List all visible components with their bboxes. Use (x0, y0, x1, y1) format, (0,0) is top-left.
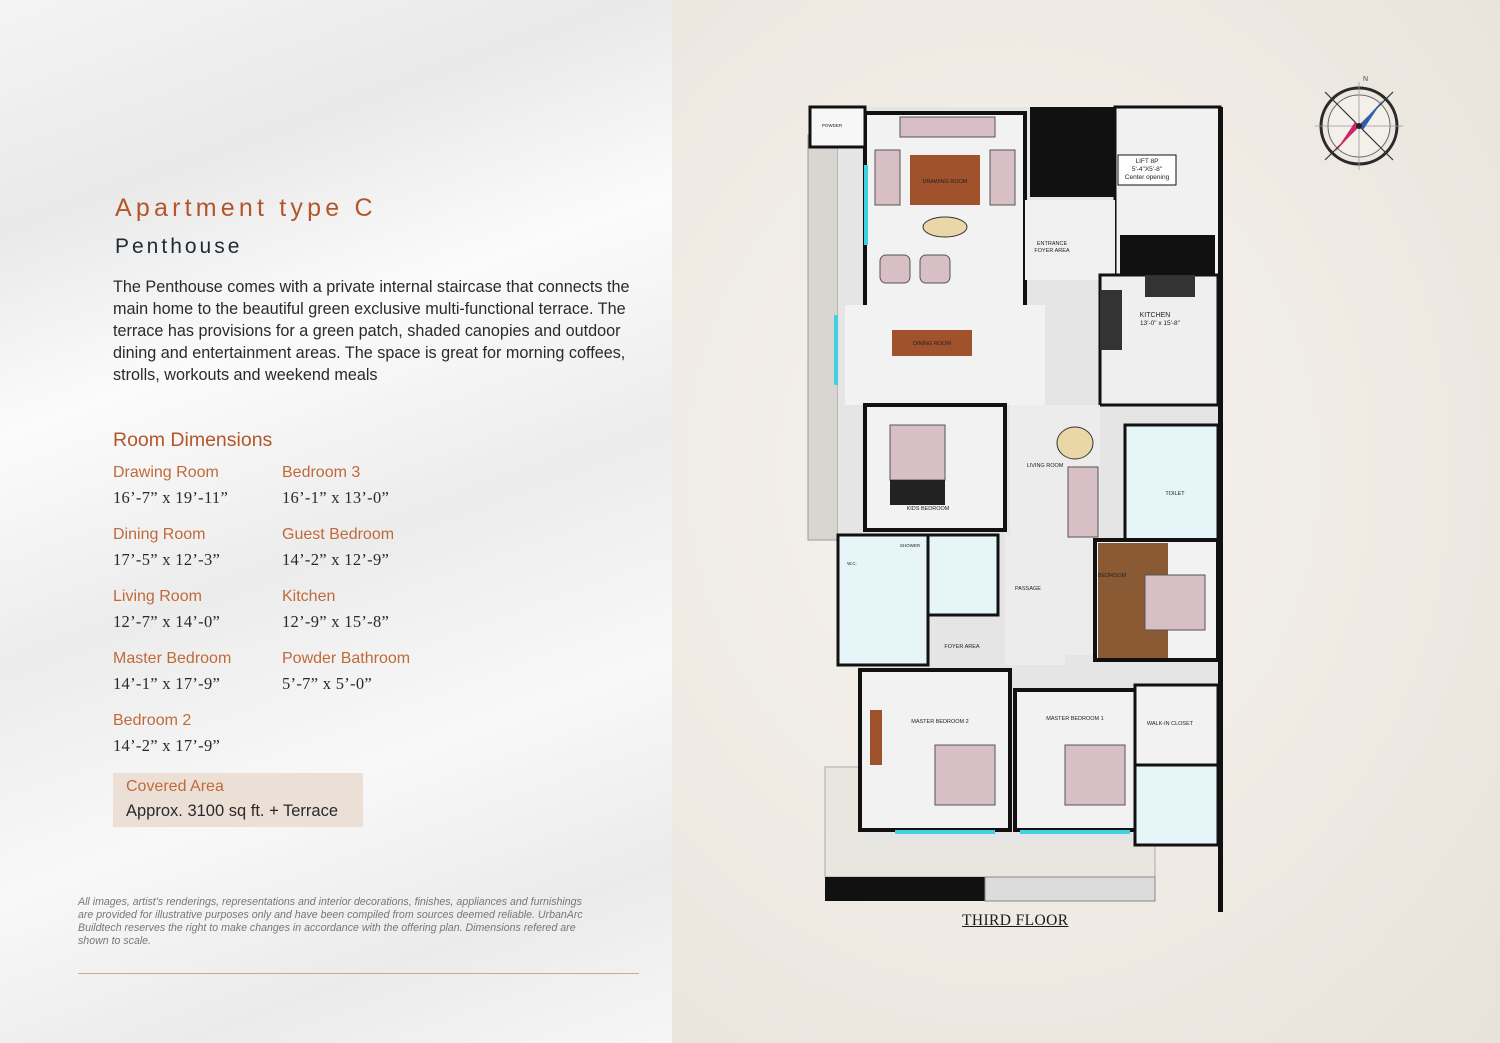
room-size: 5’-7” x 5’-0” (282, 674, 373, 693)
room-name: Living Room (113, 588, 202, 605)
room-dimensions-heading: Room Dimensions (113, 429, 273, 451)
room-size: 14’-2” x 17’-9” (113, 736, 221, 755)
plan-label-wc: W.C. (847, 561, 857, 566)
covered-area-box (113, 773, 363, 827)
bed (935, 745, 995, 805)
plan-label-kitchen: KITCHEN (1139, 312, 1171, 319)
bed (890, 425, 945, 480)
plan-label-master-bedroom-1: MASTER BEDROOM 1 (1046, 716, 1104, 722)
plan-label-passage: PASSAGE (1015, 586, 1041, 592)
divider (78, 973, 639, 974)
plan-label-foyer: FOYER AREA (1034, 248, 1070, 254)
toilet (1125, 425, 1218, 540)
room-size: 14’-2” x 12’-9” (282, 550, 390, 569)
stairs (1120, 235, 1215, 275)
coffee-table (923, 217, 967, 237)
plan-label-walk-in-closet: WALK-IN CLOSET (1146, 721, 1194, 727)
plan-label-foyer-2: FOYER AREA (944, 644, 980, 650)
lounge-chair (1057, 427, 1093, 459)
room-name: Dining Room (113, 526, 206, 543)
foyer (1025, 200, 1115, 280)
plan-label-lift: LIFT 8P (1135, 158, 1159, 165)
compass-rose-icon (1305, 72, 1413, 180)
toilet (838, 535, 928, 665)
floor-label: THIRD FLOOR (962, 912, 1069, 929)
sofa (900, 117, 995, 137)
sofa (875, 150, 900, 205)
room-size: 12’-7” x 14’-0” (113, 612, 221, 631)
terrace-wall (825, 877, 985, 901)
passage (1005, 535, 1065, 665)
floor-plan (800, 95, 1230, 915)
wardrobe (870, 710, 882, 765)
room-name: Drawing Room (113, 464, 219, 481)
bed (1145, 575, 1205, 630)
page-title: Apartment type C (115, 194, 377, 222)
description-paragraph: The Penthouse comes with a private internal staircase that connects the main home to the beautiful green exclusive multi-functional terrace. The terrace has provisions for a green patch, shaded canopies and outdoor dining and entertainment areas. The space is great for morning coffees, strolls, workouts and weekend meals (113, 278, 630, 384)
page-subtitle: Penthouse (115, 235, 243, 258)
disclaimer-text: All images, artist’s renderings, representations and interior decorations, finishes, appliances and furnishings are provided for illustrative purposes only and have been compiled from sources deemed reliable. UrbanArc Buildtech reserves the right to make changes in accordance with the offering plan. Dimensions refered are shown to scale. (78, 896, 583, 947)
covered-area-value: Approx. 3100 sq ft. + Terrace (126, 802, 339, 820)
bed (1065, 745, 1125, 805)
info-panel (0, 0, 672, 1043)
plan-label-living-room: LIVING ROOM (1026, 463, 1064, 469)
plan-label-entrance: ENTRANCE (1036, 241, 1068, 247)
kitchen-counter (1100, 290, 1122, 350)
bed-rug (890, 480, 945, 505)
glazing (864, 165, 868, 245)
glazing (895, 830, 995, 834)
plan-label-lift-size: 5'-4"X5'-8" (1131, 166, 1163, 173)
room-name: Guest Bedroom (282, 526, 395, 543)
plan-label-drawing-room: DRAWING ROOM (922, 179, 968, 185)
terrace-step (985, 877, 1155, 901)
plan-label-shower: SHOWER (899, 543, 921, 548)
plan-label-dining-room: DINING ROOM (913, 341, 951, 347)
room-name: Powder Bathroom (282, 650, 411, 667)
plan-label-toilet: TOILET (1165, 491, 1185, 497)
room-name: Bedroom 2 (113, 712, 192, 729)
room-name: Kitchen (282, 588, 336, 605)
room-name: Master Bedroom (113, 650, 232, 667)
shaft (1030, 107, 1115, 197)
glazing (834, 315, 838, 385)
covered-area-label: Covered Area (126, 778, 224, 795)
room-size: 12’-9” x 15’-8” (282, 612, 390, 631)
plan-label-kids-bedroom: KIDS BEDROOM (906, 506, 950, 512)
sofa (1068, 467, 1098, 537)
armchair (880, 255, 910, 283)
kitchen-counter (1145, 275, 1195, 297)
room-size: 17’-5” x 12’-3” (113, 550, 221, 569)
plan-label-kitchen-size: 13'-0" x 15'-8" (1140, 320, 1180, 327)
room-size: 16’-7” x 19’-11” (113, 488, 229, 507)
outer-wall (1218, 107, 1223, 912)
toilet (928, 535, 998, 615)
room-size: 16’-1” x 13’-0” (282, 488, 390, 507)
glazing (1020, 830, 1130, 834)
sofa (990, 150, 1015, 205)
room-name: Bedroom 3 (282, 464, 361, 481)
terrace-strip (808, 135, 838, 540)
svg-text:N: N (1363, 76, 1369, 83)
room-size: 14’-1” x 17’-9” (113, 674, 221, 693)
plan-label-lift-opening: Center opening (1124, 174, 1170, 181)
toilet (1135, 765, 1218, 845)
plan-label-powder: POWDER (821, 123, 843, 128)
plan-label-bedroom: BEDROOM (1097, 573, 1127, 579)
plan-label-master-bedroom-2: MASTER BEDROOM 2 (911, 719, 969, 725)
armchair (920, 255, 950, 283)
